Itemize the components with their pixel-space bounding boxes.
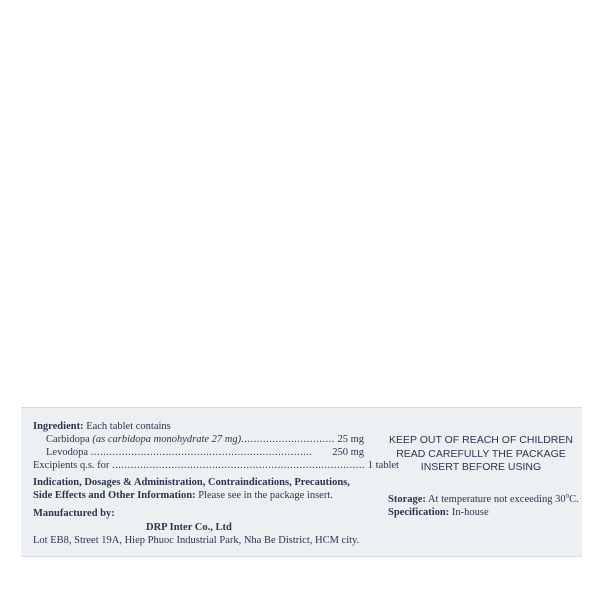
specification-text: In-house [451, 507, 489, 518]
warning-block [381, 434, 581, 475]
storage-degree: o [565, 491, 570, 500]
ingredient-row-excipients [33, 459, 399, 472]
storage-text: At temperature not exceeding 30 [427, 494, 566, 505]
warning-line2: READ CAREFULLY THE PACKAGE [396, 447, 566, 460]
warning-line3: INSERT BEFORE USING [420, 461, 542, 473]
warning-line1: KEEP OUT OF REACH OF CHILDREN [389, 434, 573, 446]
leader-dots: .............................. [241, 434, 335, 445]
ingredient-name: Carbidopa [46, 434, 90, 445]
indication-line2 [33, 489, 333, 502]
storage-line [388, 493, 579, 506]
leader-dots: ....................................................................... [90, 447, 313, 458]
manufacturer-address: Lot EB8, Street 19A, Hiep Phuoc Industrial Park, Nha Be District, HCM city. [33, 535, 360, 546]
label-panel [21, 407, 582, 557]
ingredient-row-levodopa [46, 446, 364, 459]
indication-line2-text: Please see in the package insert. [198, 490, 333, 501]
ingredient-intro: Each tablet contains [86, 421, 171, 432]
indication-line1: Indication, Dosages & Administration, Contraindications, Precautions, [33, 477, 350, 488]
ingredient-row-carbidopa [46, 433, 364, 446]
leader-dots: ................................................................................. [112, 460, 366, 471]
storage-unit: C. [569, 494, 579, 505]
specification-label: Specification: [388, 507, 450, 518]
ingredient-heading: Ingredient: [33, 421, 84, 432]
specification-line [388, 506, 489, 519]
manufacturer-heading: Manufactured by: [33, 508, 115, 519]
ingredient-name: Excipients q.s. for [33, 460, 110, 471]
ingredient-amount: 250 mg [332, 447, 364, 458]
ingredient-line [33, 420, 171, 433]
ingredient-name: Levodopa [46, 447, 88, 458]
ingredient-amount: 25 mg [337, 434, 365, 445]
manufacturer-name: DRP Inter Co., Ltd [146, 522, 232, 533]
indication-line2-label: Side Effects and Other Information: [33, 490, 196, 501]
ingredient-amount: 1 tablet [367, 460, 399, 471]
storage-label: Storage: [388, 494, 426, 505]
ingredient-note: (as carbidopa monohydrate 27 mg) [92, 434, 242, 445]
